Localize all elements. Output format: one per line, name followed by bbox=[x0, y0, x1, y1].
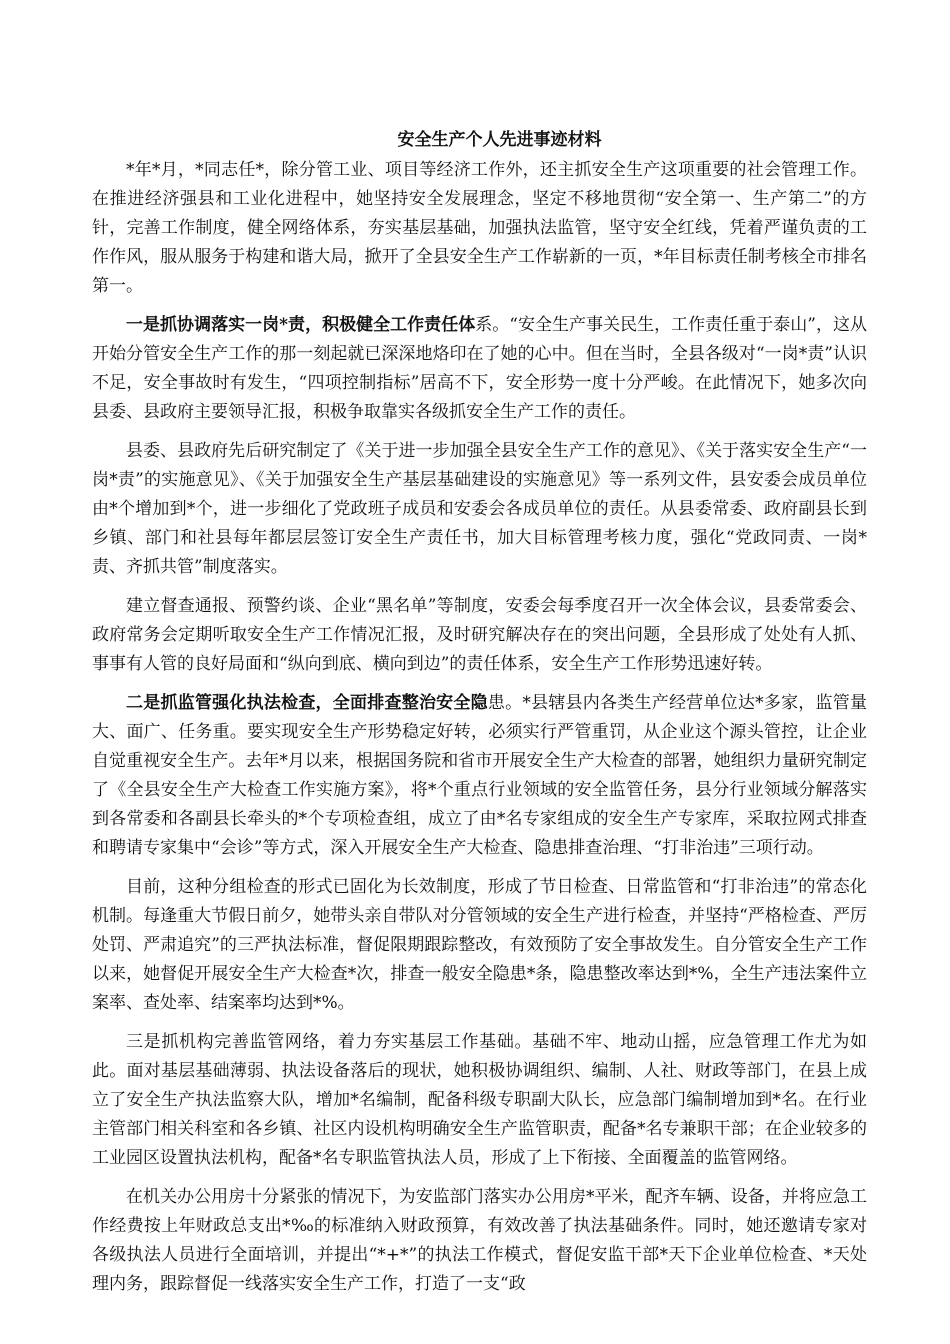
paragraph-text: 目前，这种分组检查的形式已固化为长效制度，形成了节日检查、日常监管和“打非治违”的常态化机制。每逢重大节假日前夕，她带头亲自带队对分管领域的安全生产进行检查，并坚持“严格检查、严厉处罚、严肃追究”的三严执法标准，督促限期跟踪整改，有效预防了安全事故发生。自分管安全生产工作以来，她督促开展安全生产大检查*次，排查一般安全隐患*条，隐患整改率达到*%，全生产违法案件立案率、查处率、结案率均达到*%。 bbox=[92, 877, 867, 1013]
paragraph-office bbox=[92, 1183, 867, 1299]
paragraph-text: 在机关办公用房十分紧张的情况下，为安监部门落实办公用房*平米，配齐车辆、设备，并将应急工作经费按上年财政总支出*‰的标准纳入财政预算，有效改善了执法基础条件。同时，她还邀请专家对各级执法人员进行全面培训，并提出“*+*”的执法工作模式，督促安监干部*天下企业单位检查、*天处理内务，跟踪督促一线落实安全生产工作，打造了一支“政 bbox=[92, 1187, 867, 1294]
section-heading-one: 一是抓协调落实一岗*责，积极健全工作责任体 bbox=[126, 315, 476, 335]
paragraph-section-three bbox=[92, 1028, 867, 1173]
paragraph-text: 患。*县辖县内各类生产经营单位达*多家，监管量大、面广、任务重。要实现安全生产形势稳定好转，必须实行严管重罚，从企业这个源头管控，让企业自觉重视安全生产。去年*月以来，根据国务院和省市开展安全生产大检查的部署，她组织力量研究制定了《全县安全生产大检查工作实施方案》，将*个重点行业领域的安全监管任务，县分行业领域分解落实到各常委和各副县长牵头的*个专项检查组，成立了由*名专家组成的安全生产专家库，采取拉网式排查和聘请专家集中“会诊”等方式，深入开展安全生产大检查、隐患排查治理、“打非治违”三项行动。 bbox=[92, 693, 868, 858]
paragraph-intro bbox=[92, 156, 867, 301]
document-title: 安全生产个人先进事迹材料 bbox=[397, 130, 602, 150]
paragraph-section-one bbox=[92, 311, 867, 427]
paragraph-text: 县委、县政府先后研究制定了《关于进一步加强全县安全生产工作的意见》、《关于落实安全生产“一岗*责”的实施意见》、《关于加强安全生产基层基础建设的实施意见》等一系列文件，县安委会成员单位由*个增加到*个，进一步细化了党政班子成员和安委会各成员单位的责任。从县委常委、政府副县长到乡镇、部门和社县每年都层层签订安全生产责任书，加大目标管理考核力度，强化“党政同责、一岗*责、齐抓共管”制度落实。 bbox=[92, 441, 867, 577]
paragraph-section-two bbox=[92, 689, 867, 863]
document-page bbox=[92, 128, 867, 1309]
section-heading-two: 二是抓监管强化执法检查，全面排查整治安全隐 bbox=[126, 693, 488, 713]
paragraph-text: 系。“安全生产事关民生，工作责任重于泰山”，这从开始分管安全生产工作的那一刻起就已深深地烙印在了她的心中。但在当时，全县各级对“一岗*责”认识不足，安全事故时有发生，“四项控制指标”居高不下，安全形势一度十分严峻。在此情况下，她多次向县委、县政府主要领导汇报，积极争取靠实各级抓安全生产工作的责任。 bbox=[92, 315, 867, 422]
paragraph-text: 三是抓机构完善监管网络，着力夯实基层工作基础。基础不牢、地动山摇，应急管理工作尤为如此。面对基层基础薄弱、执法设备落后的现状，她积极协调组织、编制、人社、财政等部门，在县上成立了安全生产执法监察大队，增加*名编制，配备科级专职副大队长，应急部门编制增加到*名。在行业主管部门相关科室和各乡镇、社区内设机构明确安全生产监管职责，配备*名专兼职干部；在企业较多的工业园区设置执法机构，配备*名专职监管执法人员，形成了上下衔接、全面覆盖的监管网络。 bbox=[92, 1032, 867, 1168]
paragraph-text: *年*月，*同志任*，除分管工业、项目等经济工作外，还主抓安全生产这项重要的社会管理工作。在推进经济强县和工业化进程中，她坚持安全发展理念，坚定不移地贯彻“安全第一、生产第二”的方针，完善工作制度，健全网络体系，夯实基层基础，加强执法监管，坚守安全红线，凭着严谨负责的工作作风，服从服务于构建和谐大局，掀开了全县安全生产工作崭新的一页，*年目标责任制考核全市排名第一。 bbox=[92, 160, 867, 296]
paragraph-text: 建立督查通报、预警约谈、企业“黑名单”等制度，安委会每季度召开一次全体会议，县委常委会、政府常务会定期听取安全生产工作情况汇报，及时研究解决存在的突出问题，全县形成了处处有人抓、事事有人管的良好局面和“纵向到底、横向到边”的责任体系，安全生产工作形势迅速好转。 bbox=[92, 596, 867, 674]
paragraph-systems bbox=[92, 592, 867, 679]
paragraph-inspection bbox=[92, 873, 867, 1018]
paragraph-documents bbox=[92, 437, 867, 582]
